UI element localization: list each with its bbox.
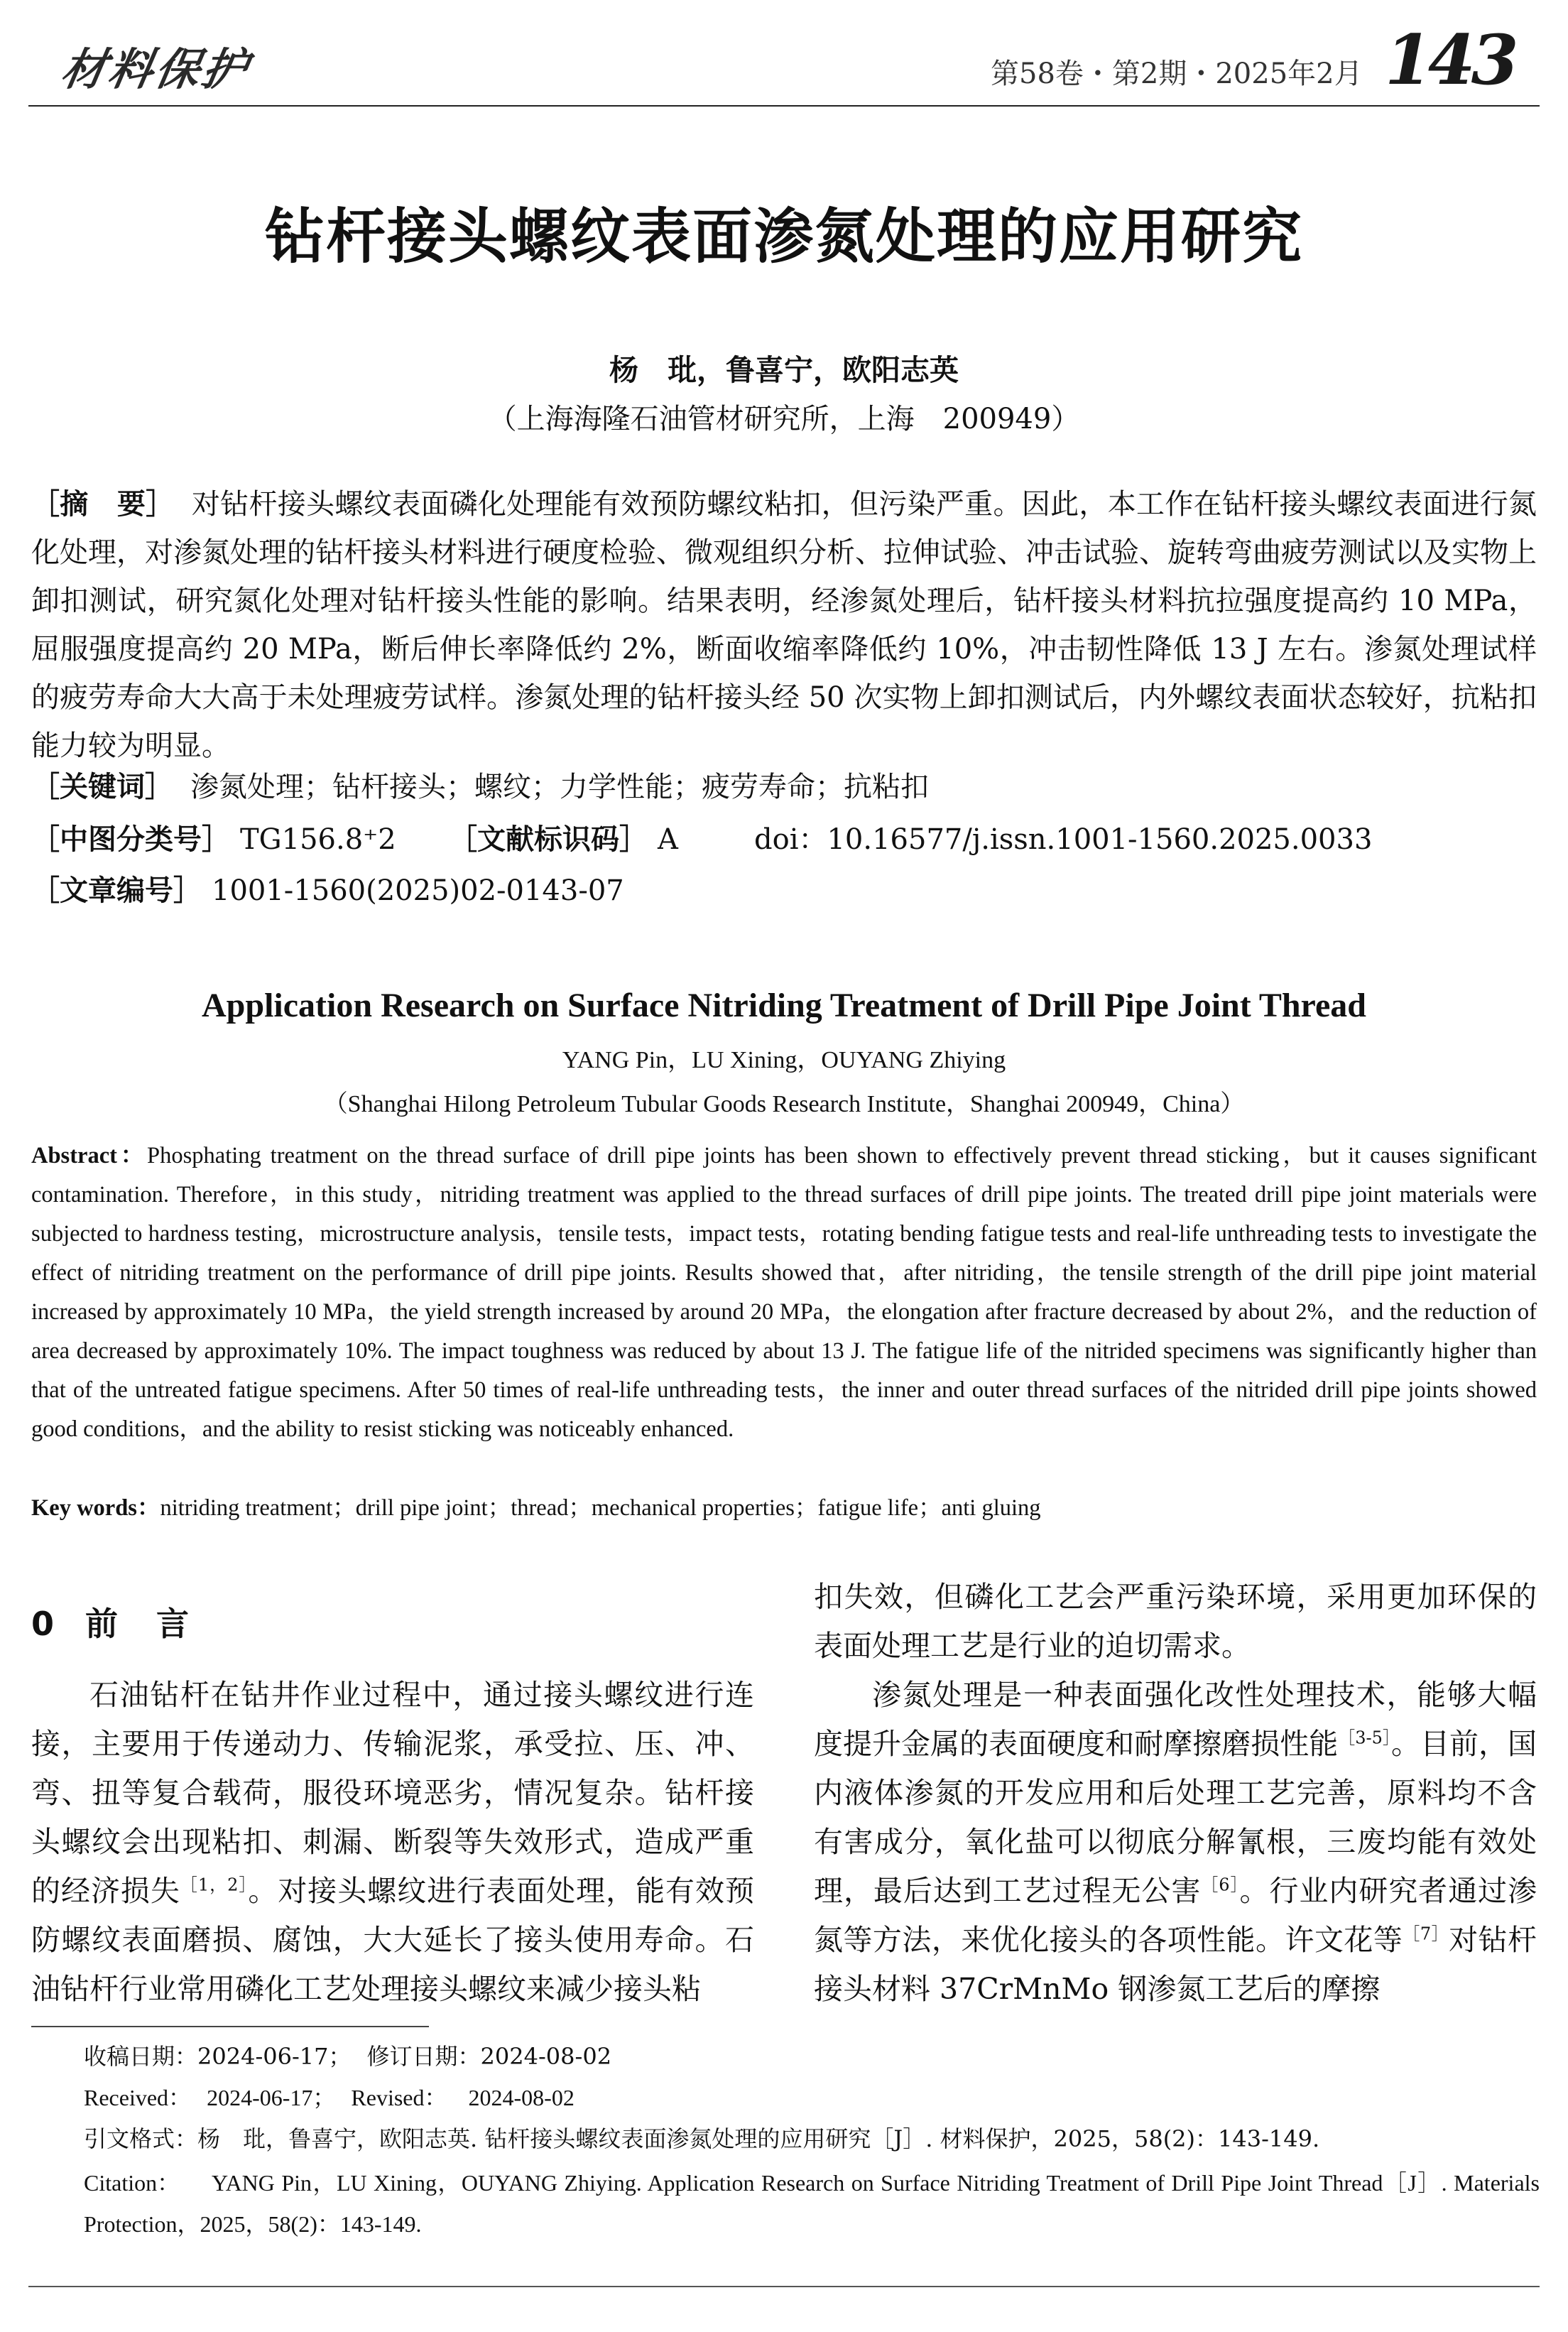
classification-line	[31, 817, 396, 857]
keywords-en-label: Key words：	[31, 1495, 160, 1521]
authors-cn: 杨 玭，鲁喜宁，欧阳志英	[609, 353, 959, 387]
issue-info: 第58卷・第2期・2025年2月	[991, 58, 1363, 90]
section-title: 前 言	[85, 1605, 192, 1643]
body-text: 对钻杆接头材料 37CrMnMo 钢渗氮工艺后的摩擦	[814, 1923, 1537, 2006]
page-number: 143	[1385, 20, 1515, 100]
section-number: 0	[31, 1605, 58, 1643]
doi-label: doi：	[754, 823, 827, 856]
journal-logo: 材料保护	[57, 43, 254, 95]
revised-value-cn: 2024-08-02	[480, 2043, 612, 2070]
citation-text-cn: 杨 玭，鲁喜宁，欧阳志英. 钻杆接头螺纹表面渗氮处理的应用研究［J］. 材料保护，2025，58(2)：143-149.	[197, 2125, 1320, 2152]
received-date-cn	[84, 2037, 611, 2076]
abstract-en	[31, 1137, 1537, 1449]
doi-value: 10.16577/j.issn.1001-1560.2025.0033	[827, 823, 1373, 856]
citation-ref: ［3-5］	[1338, 1728, 1391, 1748]
abstract-en-text: Phosphating treatment on the thread surface of drill pipe joints has been shown to effectively prevent thread sticking，but it causes significant contamination. Therefore，in this study，nitriding treatment was applied to the thread surfaces of drill pipe joints. The treated drill pipe joint materials were subjected to hardness testing，microstructure analysis，tensile tests，impact tests，rotating bending fatigue tests and real-life unthreading tests to investigate the effect of nitriding treatment on the performance of drill pipe joints. Results showed that，after nitriding，the tensile strength of the drill pipe joint material increased by approximately 10 MPa，the yield strength increased by around 20 MPa，the elongation after fracture decreased by about 2%，and the reduction of area decreased by approximately 10%. The impact toughness was reduced by about 13 J. The fatigue life of the nitrided specimens was significantly higher than that of the untreated fatigue specimens. After 50 times of real-life unthreading tests，the inner and outer thread surfaces of the nitrided drill pipe joints showed good conditions，and the ability to resist sticking was noticeably enhanced.	[31, 1143, 1537, 1442]
revised-label-en: Revised：	[351, 2085, 447, 2110]
body-text: 渗氮处理是一种表面强化改性处理技术，能够大幅度提升金属的表面硬度和耐摩擦磨损性能	[814, 1678, 1537, 1761]
body-paragraph	[814, 1671, 1537, 2014]
citation-label-en: Citation：	[84, 2170, 180, 2196]
abstract-cn-text: 对钻杆接头螺纹表面磷化处理能有效预防螺纹粘扣，但污染严重。因此，本工作在钻杆接头螺纹表面进行氮化处理，对渗氮处理的钻杆接头材料进行硬度检验、微观组织分析、拉伸试验、冲击试验、旋转弯曲疲劳测试以及实物上卸扣测试，研究氮化处理对钻杆接头性能的影响。结果表明，经渗氮处理后，钻杆接头材料抗拉强度提高约 10 MPa，屈服强度提高约 20 MPa，断后伸长率降低约 2%，断面收缩率降低约 10%，冲击韧性降低 13 J 左右。渗氮处理试样的疲劳寿命大大高于未处理疲劳试样。渗氮处理的钻杆接头经 50 次实物上卸扣测试后，内外螺纹表面状态较好，抗粘扣能力较为明显。	[31, 488, 1537, 762]
footnote-divider	[31, 2026, 429, 2027]
received-label-en: Received：	[84, 2085, 192, 2110]
body-text: 石油钻杆在钻井作业过程中，通过接头螺纹进行连接，主要用于传递动力、传输泥浆，承受拉、压、冲、弯、扭等复合载荷，服役环境恶劣，情况复杂。钻杆接头螺纹会出现粘扣、刺漏、断裂等失效形式，造成严重的经济损失	[31, 1678, 754, 1908]
keywords-cn-text: 渗氮处理；钻杆接头；螺纹；力学性能；疲劳寿命；抗粘扣	[190, 771, 929, 803]
abstract-en-label: Abstract：	[31, 1143, 148, 1168]
abstract-cn-label: ［摘 要］	[31, 488, 175, 521]
doi	[754, 817, 1372, 857]
received-value-cn: 2024-06-17；	[197, 2043, 352, 2070]
citation-ref: ［1，2］	[180, 1875, 249, 1895]
body-column-right	[814, 1573, 1537, 2014]
citation-format-en	[84, 2162, 1540, 2245]
received-date-en	[84, 2078, 575, 2117]
affiliation-en: （Shanghai Hilong Petroleum Tubular Goods Research Institute，Shanghai 200949，China）	[323, 1091, 1245, 1117]
bottom-divider	[28, 2286, 1540, 2287]
revised-label-cn: 修订日期：	[366, 2043, 481, 2070]
citation-ref: ［7］	[1403, 1924, 1449, 1944]
header-divider	[28, 105, 1540, 107]
received-value-en: 2024-06-17；	[207, 2085, 336, 2110]
authors-en: YANG Pin，LU Xining，OUYANG Zhiying	[562, 1047, 1006, 1073]
article-number-value: 1001-1560(2025)02-0143-07	[212, 874, 624, 907]
citation-format-cn	[84, 2120, 1319, 2158]
article-number-label: ［文章编号］	[31, 874, 202, 907]
body-text: 扣失效，但磷化工艺会严重污染环境，采用更加环保的表面处理工艺是行业的迫切需求。	[814, 1580, 1537, 1663]
body-column-left	[31, 1671, 754, 2014]
received-label-cn: 收稿日期：	[84, 2043, 198, 2070]
citation-text-en: YANG Pin，LU Xining，OUYANG Zhiying. Application Research on Surface Nitriding Treatment of Drill Pipe Joint Thread［J］. Materials Protection，2025，58(2)：143-149.	[84, 2170, 1540, 2237]
doc-code-label: ［文献标识码］	[449, 823, 648, 856]
affiliation-cn: （上海海隆石油管材研究所，上海 200949）	[488, 403, 1080, 435]
keywords-en	[31, 1489, 1537, 1528]
keywords-cn-label: ［关键词］	[31, 771, 173, 803]
keywords-cn	[31, 764, 929, 805]
abstract-cn	[31, 480, 1537, 770]
doc-code-value: A	[658, 823, 678, 856]
body-text: 。行业内研究者通过渗氮等方法，来优化接头的各项性能。许文花等	[814, 1874, 1537, 1957]
doc-code	[449, 817, 678, 857]
section-heading	[31, 1598, 192, 1645]
paper-title-cn: 钻杆接头螺纹表面渗氮处理的应用研究	[264, 201, 1303, 271]
citation-label-cn: 引文格式：	[84, 2125, 198, 2152]
body-paragraph	[814, 1573, 1537, 1671]
article-number	[31, 868, 624, 909]
body-text: 。目前，国内液体渗氮的开发应用和后处理工艺完善，原料均不含有害成分，氧化盐可以彻底分解氰根，三废均能有效处理，最后达到工艺过程无公害	[814, 1727, 1537, 1908]
clc-value: TG156.8⁺2	[240, 823, 396, 856]
citation-ref: ［6］	[1201, 1875, 1240, 1895]
clc-label: ［中图分类号］	[31, 823, 230, 856]
keywords-en-text: nitriding treatment；drill pipe joint；thread；mechanical properties；fatigue life；anti gluing	[160, 1495, 1041, 1521]
body-text: 。对接头螺纹进行表面处理，能有效预防螺纹表面磨损、腐蚀，大大延长了接头使用寿命。石油钻杆行业常用磷化工艺处理接头螺纹来减少接头粘	[31, 1874, 755, 2006]
paper-title-en: Application Research on Surface Nitriding Treatment of Drill Pipe Joint Thread	[202, 987, 1366, 1024]
revised-value-en: 2024-08-02	[468, 2085, 575, 2110]
body-paragraph	[31, 1671, 754, 2014]
